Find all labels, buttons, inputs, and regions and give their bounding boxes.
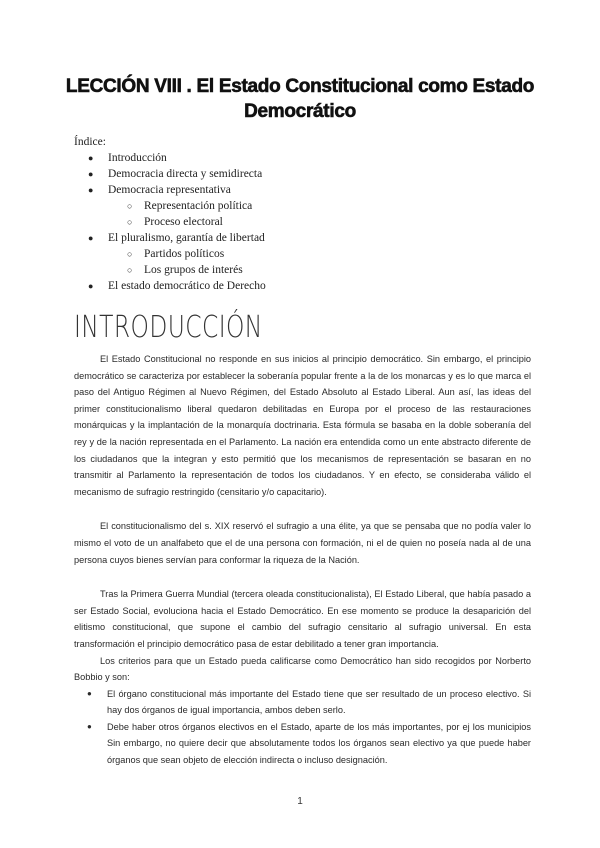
- index-item-text: El estado democrático de Derecho: [108, 280, 266, 292]
- index-item: [74, 262, 534, 278]
- table-of-contents: [74, 134, 534, 294]
- index-item-text: Democracia directa y semidirecta: [108, 168, 263, 180]
- index-item: [74, 246, 534, 262]
- lesson-title: LECCIÓN VIII . El Estado Constitucional como Estado Democrático: [65, 76, 535, 122]
- criteria-text: El órgano constitucional más importante del Estado tiene que ser resultado de un proceso electivo. Si hay dos órganos de igual importancia, ambos deben serlo.: [107, 688, 531, 716]
- hollow-bullet-icon: ○: [127, 201, 133, 211]
- section-heading: INTRODUCCIÓN: [74, 310, 263, 345]
- index-item: [74, 230, 534, 246]
- index-item-text: El pluralismo, garantía de libertad: [108, 232, 265, 244]
- index-item: [74, 198, 534, 214]
- hollow-bullet-icon: ○: [127, 217, 133, 227]
- hollow-bullet-icon: ○: [127, 249, 133, 259]
- filled-bullet-icon: ●: [88, 233, 94, 243]
- filled-bullet-icon: ●: [88, 281, 94, 291]
- index-item-text: Proceso electoral: [144, 216, 223, 228]
- criteria-item: [74, 719, 531, 769]
- index-item-text: Los grupos de interés: [144, 264, 243, 276]
- index-item: [74, 150, 534, 166]
- paragraph-4: Los criterios para que un Estado pueda calificarse como Democrático han sido recogidos por Norberto Bobbio y son:: [74, 655, 531, 683]
- paragraph-1: El Estado Constitucional no responde en sus inicios al principio democrático. Sin embargo, el principio democrático se caracteriza por establecer la soberanía popular frente a la de los monarcas y es lo que marca el paso del Antiguo Régimen al Nuevo Régimen, del Estado Absoluto al Estado Liberal. Aun así, las ideas del primer constitucionalismo liberal quedaron debilitadas en Europa por el proceso de las restauraciones monárquicas y la implantación de la monarquía doctrinaria. Esta fórmula se basaba en la doble soberanía del rey y de la nación representada en el Parlamento. La nación era entendida como un ente abstracto diferente de los ciudadanos que la integran y esto permitió que los mecanismos de representación se basaran en no transmitir al Parlamento la representación de todos los ciudadanos. Y en efecto, se consideraba válido el mecanismo de sufragio restringido (censitario y/o capacitario).: [74, 354, 531, 497]
- page-number: 1: [297, 796, 303, 807]
- index-item: [74, 214, 534, 230]
- index-item-text: Partidos políticos: [144, 248, 225, 260]
- index-item: [74, 182, 534, 198]
- filled-bullet-icon: ●: [87, 721, 92, 731]
- filled-bullet-icon: ●: [88, 169, 94, 179]
- index-item-text: Democracia representativa: [108, 184, 231, 196]
- filled-bullet-icon: ●: [87, 688, 92, 698]
- criteria-item: [74, 686, 531, 719]
- criteria-text: Debe haber otros órganos electivos en el Estado, aparte de los más importantes, por ej los municipios Sin embargo, no quiere decir que absolutamente todos los órganos sean electivo ya que puede haber órganos que sean objeto de elección indirecta o incluso designación.: [107, 721, 531, 766]
- paragraph-3: Tras la Primera Guerra Mundial (tercera oleada constitucionalista), El Estado Liberal, que había pasado a ser Estado Social, evoluciona hacia el Estado Democrático. En ese momento se produce la desaparición del elitismo constitucional, que supone el cambio del sufragio censitario al sufragio universal. En esta transformación el principio democrático pasa de estar debilitado a tener gran importancia.: [74, 589, 531, 649]
- filled-bullet-icon: ●: [88, 153, 94, 163]
- index-label: Índice:: [74, 136, 106, 148]
- index-item-text: Representación política: [144, 200, 253, 212]
- criteria-list: [74, 686, 531, 769]
- document-body: [74, 351, 531, 769]
- index-item-text: Introducción: [108, 152, 167, 164]
- index-list: [74, 150, 534, 294]
- index-item: [74, 278, 534, 294]
- hollow-bullet-icon: ○: [127, 265, 133, 275]
- filled-bullet-icon: ●: [88, 185, 94, 195]
- index-item: [74, 166, 534, 182]
- paragraph-2: El constitucionalismo del s. XIX reservó el sufragio a una élite, ya que se pensaba que no podía valer lo mismo el voto de un analfabeto que el de una persona con formación, ni el de quien no poseía nada al de una persona cuyos bienes servían para conformar la riqueza de la Nación.: [74, 521, 531, 565]
